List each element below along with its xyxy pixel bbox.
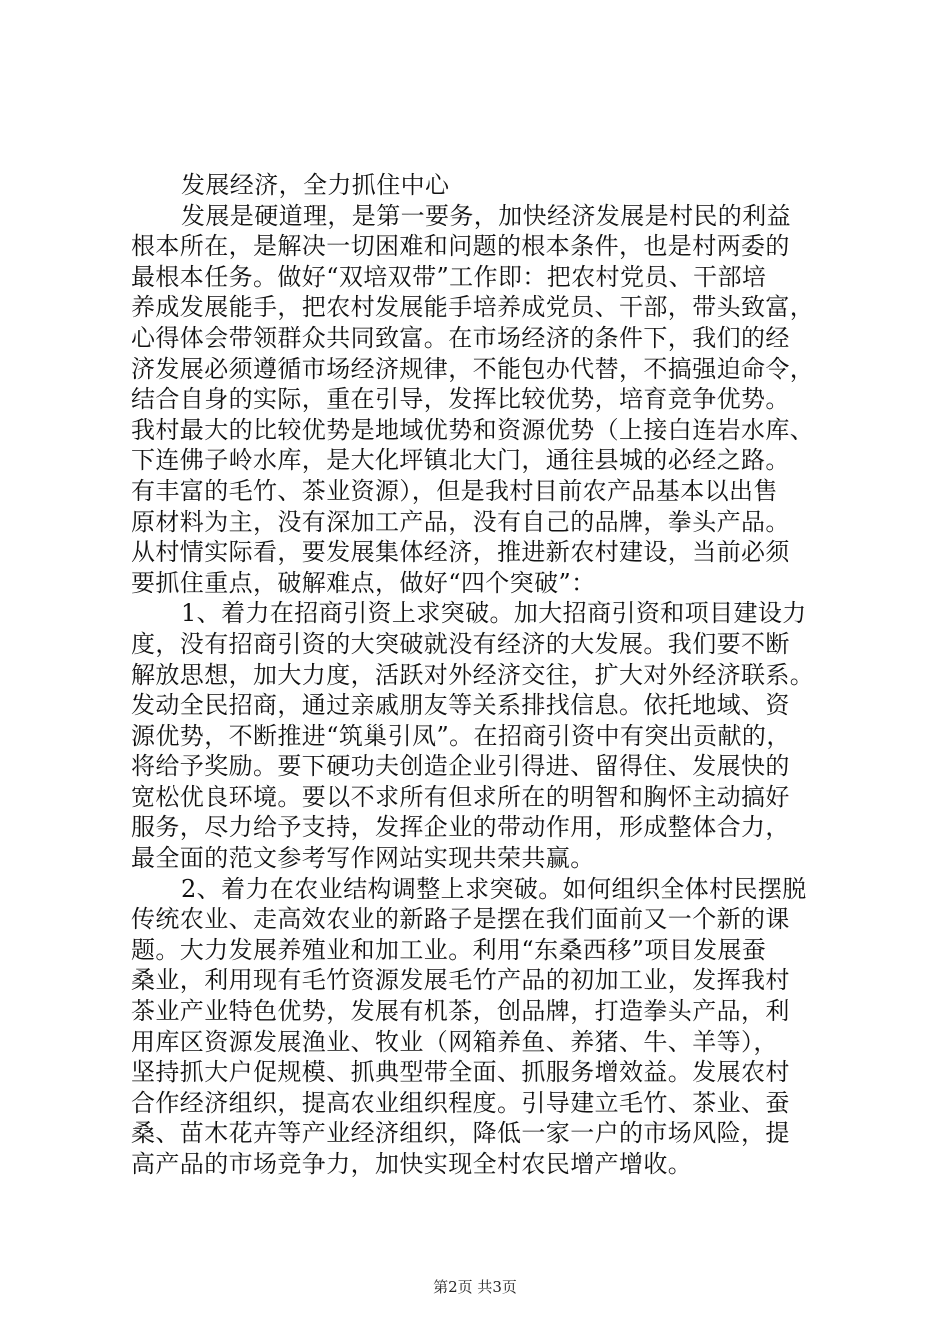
paragraph-line: 桑、苗木花卉等产业经济组织，降低一家一户的市场风险，提 xyxy=(131,1119,790,1148)
paragraph-line: 根本所在，是解决一切困难和问题的根本条件，也是村两委的 xyxy=(131,232,790,261)
paragraph-line: 结合自身的实际，重在引导，发挥比较优势，培育竞争优势。 xyxy=(131,385,790,414)
paragraph-line: 原材料为主，没有深加工产品，没有自己的品牌，拳头产品。 xyxy=(131,507,790,536)
paragraph-line: 题。大力发展养殖业和加工业。利用“东桑西移”项目发展蚕 xyxy=(131,935,767,964)
paragraph-line: 源优势，不断推进“筑巢引凤”。在招商引资中有突出贡献的， xyxy=(131,721,791,750)
paragraph-line: 将给予奖励。要下硬功夫创造企业引得进、留得住、发展快的 xyxy=(131,752,790,781)
paragraph-line: 有丰富的毛竹、茶业资源），但是我村目前农产品基本以出售 xyxy=(131,476,778,505)
section-heading: 发展经济，全力抓住中心 xyxy=(181,171,450,199)
document-body xyxy=(131,170,851,1180)
paragraph-line: 发展是硬道理，是第一要务，加快经济发展是村民的利益 xyxy=(181,201,791,230)
paragraph-line: 济发展必须遵循市场经济规律，不能包办代替，不搞强迫命令， xyxy=(131,354,815,383)
paragraph-line: 用库区资源发展渔业、牧业（网箱养鱼、养猪、牛、羊等）， xyxy=(131,1027,778,1056)
paragraph-line: 发动全民招商，通过亲戚朋友等关系排找信息。依托地域、资 xyxy=(131,691,790,720)
paragraph-line: 养成发展能手，把农村发展能手培养成党员、干部，带头致富， xyxy=(131,293,815,322)
paragraph-line: 要抓住重点，破解难点，做好“四个突破”： xyxy=(131,568,596,597)
paragraph-2 xyxy=(131,598,851,873)
paragraph-line: 坚持抓大户促规模、抓典型带全面、抓服务增效益。发展农村 xyxy=(131,1058,790,1087)
paragraph-line: 解放思想，加大力度，活跃对外经济交往，扩大对外经济联系。 xyxy=(131,660,815,689)
page-footer xyxy=(0,1276,950,1297)
paragraph-line: 服务，尽力给予支持，发挥企业的带动作用，形成整体合力， xyxy=(131,813,790,842)
paragraph-line: 最根本任务。做好“双培双带”工作即：把农村党员、干部培 xyxy=(131,262,767,291)
paragraph-line: 2、着力在农业结构调整上求突破。如何组织全体村民摆脱 xyxy=(181,874,807,903)
paragraph-line: 心得体会带领群众共同致富。在市场经济的条件下，我们的经 xyxy=(131,323,790,352)
paragraph-line: 从村情实际看，要发展集体经济，推进新农村建设，当前必须 xyxy=(131,538,790,567)
paragraph-line: 度，没有招商引资的大突破就没有经济的大发展。我们要不断 xyxy=(131,629,790,658)
paragraph-line: 我村最大的比较优势是地域优势和资源优势（上接白连岩水库、 xyxy=(131,415,815,444)
paragraph-1 xyxy=(131,201,851,599)
paragraph-line: 茶业产业特色优势，发展有机茶，创品牌，打造拳头产品，利 xyxy=(131,997,790,1026)
paragraph-line: 高产品的市场竞争力，加快实现全村农民增产增收。 xyxy=(131,1150,693,1178)
paragraph-line: 1、着力在招商引资上求突破。加大招商引资和项目建设力 xyxy=(181,599,807,628)
page-number-label: 第2页 共3页 xyxy=(433,1278,517,1296)
paragraph-line: 最全面的范文参考写作网站实现共荣共赢。 xyxy=(131,844,595,873)
paragraph-line: 宽松优良环境。要以不求所有但求所在的明智和胸怀主动搞好 xyxy=(131,782,790,811)
paragraph-line: 桑业，利用现有毛竹资源发展毛竹产品的初加工业，发挥我村 xyxy=(131,966,790,995)
paragraph-line: 合作经济组织，提高农业组织程度。引导建立毛竹、茶业、蚕 xyxy=(131,1088,790,1117)
paragraph-3 xyxy=(131,874,851,1180)
paragraph-line: 下连佛子岭水库，是大化坪镇北大门，通往县城的必经之路。 xyxy=(131,446,790,475)
paragraph-line: 传统农业、走高效农业的新路子是摆在我们面前又一个新的课 xyxy=(131,905,790,934)
